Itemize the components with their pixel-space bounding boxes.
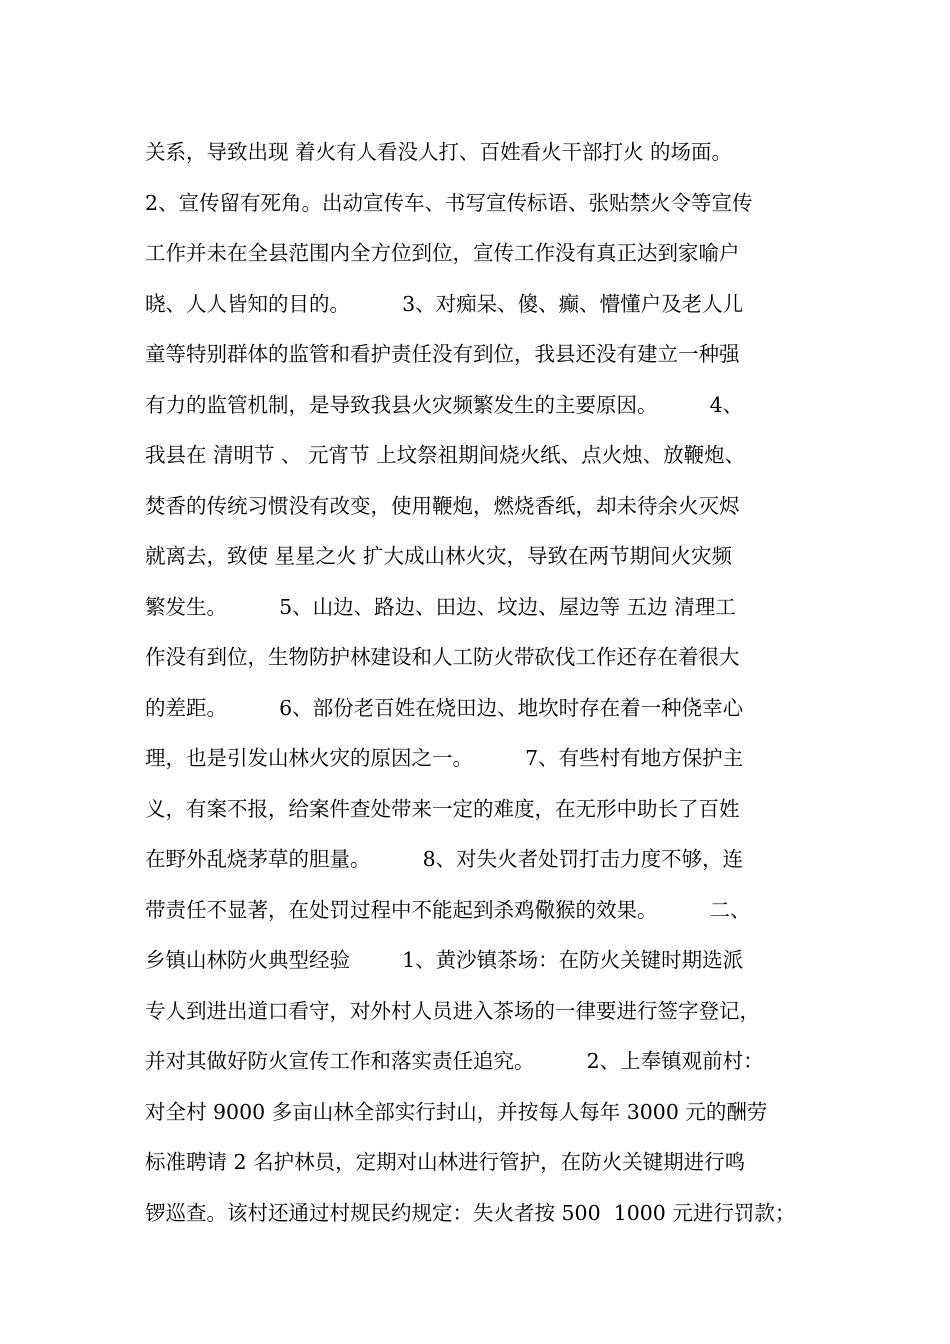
text-line: 义，有案不报，给案件查处带来一定的难度，在无形中助长了百姓 — [145, 796, 740, 821]
text-line: 繁发生。 5、山边、路边、田边、坟边、屋边等 五边 清理工 — [145, 594, 736, 619]
text-line: 就离去，致使 星星之火 扩大成山林火灾，导致在两节期间火灾频 — [145, 544, 733, 568]
text-line: 关系，导致出现 着火有人看没人打、百姓看火干部打火 的场面。 — [145, 140, 733, 164]
text-line: 2、宣传留有死角。出动宣传车、书写宣传标语、张贴禁火令等宣传 — [145, 190, 753, 215]
text-line: 在野外乱烧茅草的胆量。 8、对失火者处罚打击力度不够，连 — [145, 847, 744, 871]
text-line: 晓、人人皆知的目的。 3、对痴呆、傻、癫、懵懂户及老人儿 — [145, 291, 744, 316]
text-line: 有力的监管机制，是导致我县火灾频繁发生的主要原因。 4、 — [145, 392, 744, 417]
text-line: 我县在 清明节 、 元宵节 上坟祭祖期间烧火纸、点火烛、放鞭炮、 — [145, 443, 746, 467]
text-line: 带责任不显著，在处罚过程中不能起到杀鸡儆猴的效果。 二、 — [145, 897, 751, 922]
text-line: 的差距。 6、部份老百姓在烧田边、地坎时存在着一种侥幸心 — [145, 695, 744, 720]
text-line: 焚香的传统习惯没有改变，使用鞭炮，燃烧香纸，却未待余火灭烬 — [145, 493, 740, 518]
text-line: 并对其做好防火宣传工作和落实责任追究。 2、上奉镇观前村： — [145, 1049, 764, 1073]
text-line: 作没有到位，生物防护林建设和人工防火带砍伐工作还存在着很大 — [145, 645, 740, 669]
text-line: 标准聘请 2 名护林员，定期对山林进行管护，在防火关键期进行鸣 — [145, 1150, 746, 1174]
text-line: 工作并未在全县范围内全方位到位，宣传工作没有真正达到家喻户 — [145, 241, 740, 265]
body-text — [145, 127, 835, 1238]
text-line: 对全村 9000 多亩山林全部实行封山，并按每人每年 3000 元的酬劳 — [145, 1099, 768, 1124]
text-line: 乡镇山林防火典型经验 1、黄沙镇茶场：在防火关键时期选派 — [145, 948, 744, 972]
text-line: 理，也是引发山林火灾的原因之一。 7、有些村有地方保护主 — [145, 746, 744, 770]
text-line: 童等特别群体的监管和看护责任没有到位，我县还没有建立一种强 — [145, 342, 740, 366]
text-line: 锣巡查。该村还通过村规民约规定：失火者按 500 1000 元进行罚款； — [145, 1200, 796, 1225]
text-line: 专人到进出道口看守，对外村人员进入茶场的一律要进行签字登记， — [145, 998, 760, 1023]
